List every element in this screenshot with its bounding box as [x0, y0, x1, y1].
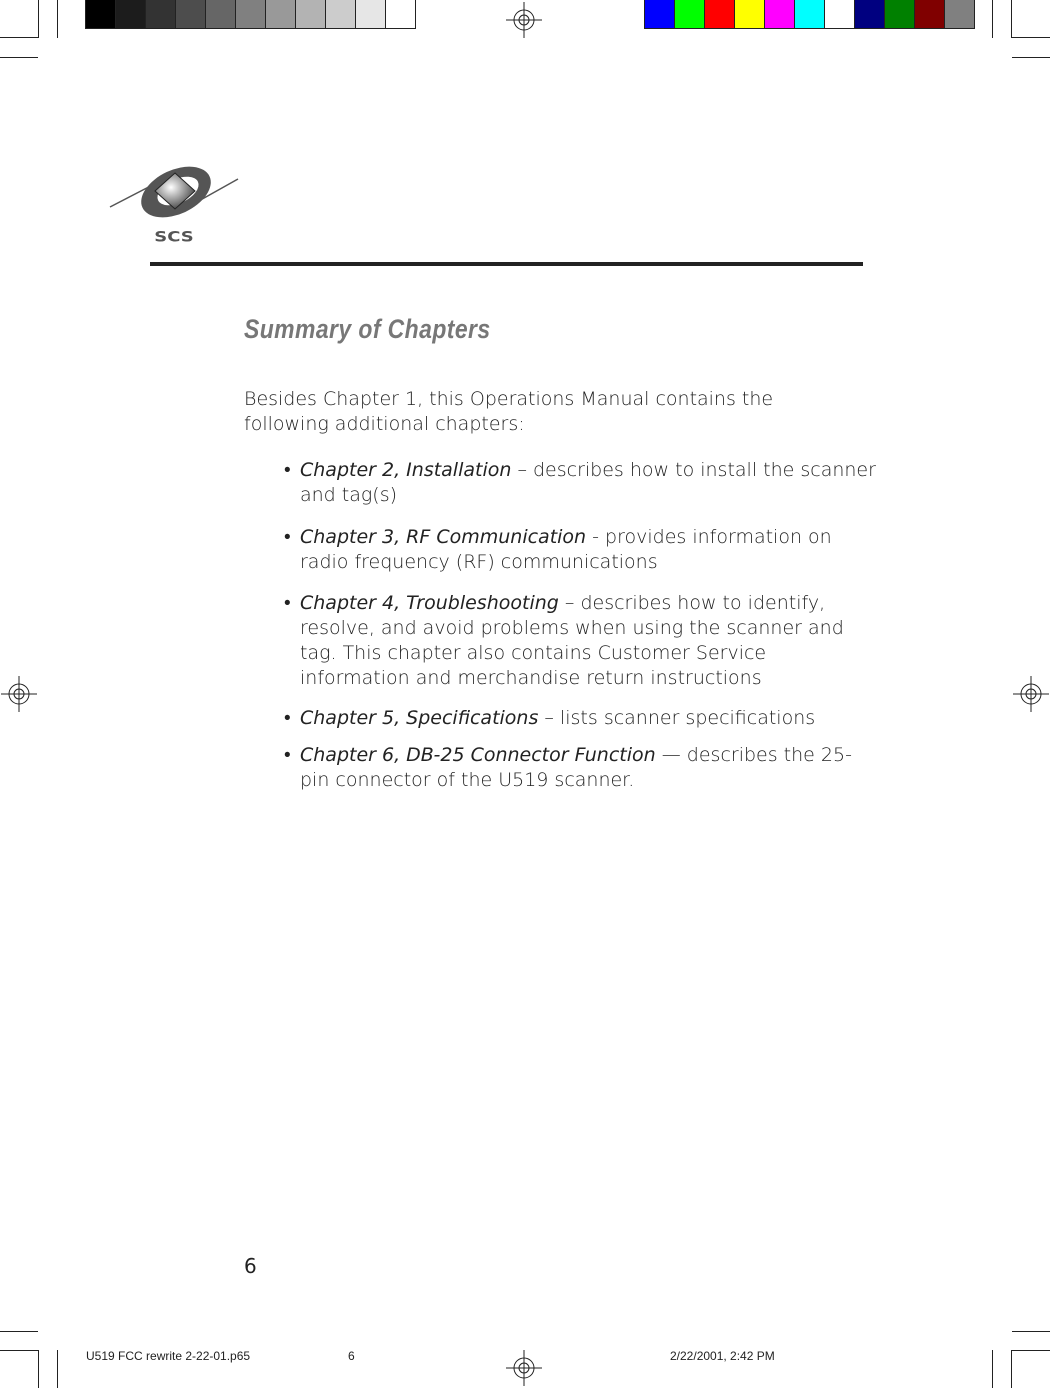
page-number: 6 — [244, 1254, 257, 1278]
intro-paragraph: Besides Chapter 1, this Operations Manual contains the following additional chapters: — [244, 388, 774, 435]
color-swatch — [176, 0, 206, 28]
chapter-description: describes the 25-pin connector of the U519 scanner. — [300, 744, 852, 791]
color-swatch — [825, 0, 855, 28]
chapter-list-item — [284, 458, 880, 508]
crop-mark — [0, 1331, 38, 1332]
chapter-description: describes how to install the scanner and tag(s) — [300, 459, 876, 506]
separator: – — [511, 459, 533, 481]
bullet-icon: • — [284, 459, 291, 481]
chapter-title: Chapter 2, Installation — [300, 459, 512, 481]
crop-mark — [38, 0, 39, 38]
color-swatch — [915, 0, 945, 28]
scs-logo — [108, 155, 243, 250]
crop-mark — [0, 37, 38, 38]
color-swatch — [735, 0, 765, 28]
chapter-list-item — [284, 743, 880, 793]
crop-mark — [1012, 1350, 1050, 1351]
color-swatch — [266, 0, 296, 28]
separator: – — [538, 707, 560, 729]
color-swatch — [326, 0, 356, 28]
color-swatch — [386, 0, 415, 28]
color-swatch — [236, 0, 266, 28]
grayscale-calibration-bar — [85, 0, 416, 29]
chapter-list-item — [284, 706, 880, 731]
color-swatch — [356, 0, 386, 28]
separator: — — [655, 744, 687, 766]
chapter-description: describes how to identify, resolve, and avoid problems when using the scanner and tag. This chapter also contains Customer Service information and merchandise return instructions — [300, 592, 844, 689]
crop-mark — [1012, 37, 1050, 38]
registration-target-icon — [506, 2, 542, 38]
crop-mark — [0, 1350, 38, 1351]
footer-page: 6 — [348, 1349, 355, 1363]
color-swatch — [705, 0, 735, 28]
color-swatch — [675, 0, 705, 28]
crop-mark — [38, 1350, 39, 1388]
color-calibration-bar — [644, 0, 975, 29]
crop-mark — [1011, 0, 1012, 38]
bullet-icon: • — [284, 744, 291, 766]
color-swatch — [795, 0, 825, 28]
registration-target-icon — [1013, 676, 1049, 712]
bullet-icon: • — [284, 707, 291, 729]
chapter-title: Chapter 4, Troubleshooting — [300, 592, 559, 614]
header-rule — [150, 262, 863, 266]
crop-mark — [992, 0, 993, 38]
crop-mark — [57, 1350, 58, 1388]
color-swatch — [206, 0, 236, 28]
crop-mark — [1011, 1350, 1012, 1388]
color-swatch — [86, 0, 116, 28]
color-swatch — [146, 0, 176, 28]
chapter-title: Chapter 3, RF Communication — [300, 526, 587, 548]
chapter-list-item — [284, 591, 880, 691]
svg-text:SCS: SCS — [154, 228, 194, 245]
bullet-icon: • — [284, 592, 291, 614]
color-swatch — [885, 0, 915, 28]
chapter-title: Chapter 5, Specifications — [300, 707, 539, 729]
chapter-description: provides information on radio frequency (RF) communications — [300, 526, 832, 573]
chapter-title: Chapter 6, DB-25 Connector Function — [300, 744, 656, 766]
color-swatch — [855, 0, 885, 28]
color-swatch — [116, 0, 146, 28]
separator: – — [558, 592, 581, 614]
registration-target-icon — [1, 676, 37, 712]
color-swatch — [296, 0, 326, 28]
color-swatch — [945, 0, 974, 28]
crop-mark — [0, 57, 38, 58]
crop-mark — [57, 0, 58, 38]
separator: - — [586, 526, 606, 548]
page-title: Summary of Chapters — [244, 314, 491, 344]
registration-target-icon — [506, 1350, 542, 1386]
color-swatch — [645, 0, 675, 28]
color-swatch — [765, 0, 795, 28]
crop-mark — [1012, 57, 1050, 58]
crop-mark — [992, 1350, 993, 1388]
footer-filename: U519 FCC rewrite 2-22-01.p65 — [86, 1349, 251, 1363]
chapter-description: lists scanner specifications — [559, 707, 816, 729]
chapter-list-item — [284, 525, 880, 575]
footer-date: 2/22/2001, 2:42 PM — [670, 1349, 775, 1363]
crop-mark — [1012, 1331, 1050, 1332]
bullet-icon: • — [284, 526, 291, 548]
